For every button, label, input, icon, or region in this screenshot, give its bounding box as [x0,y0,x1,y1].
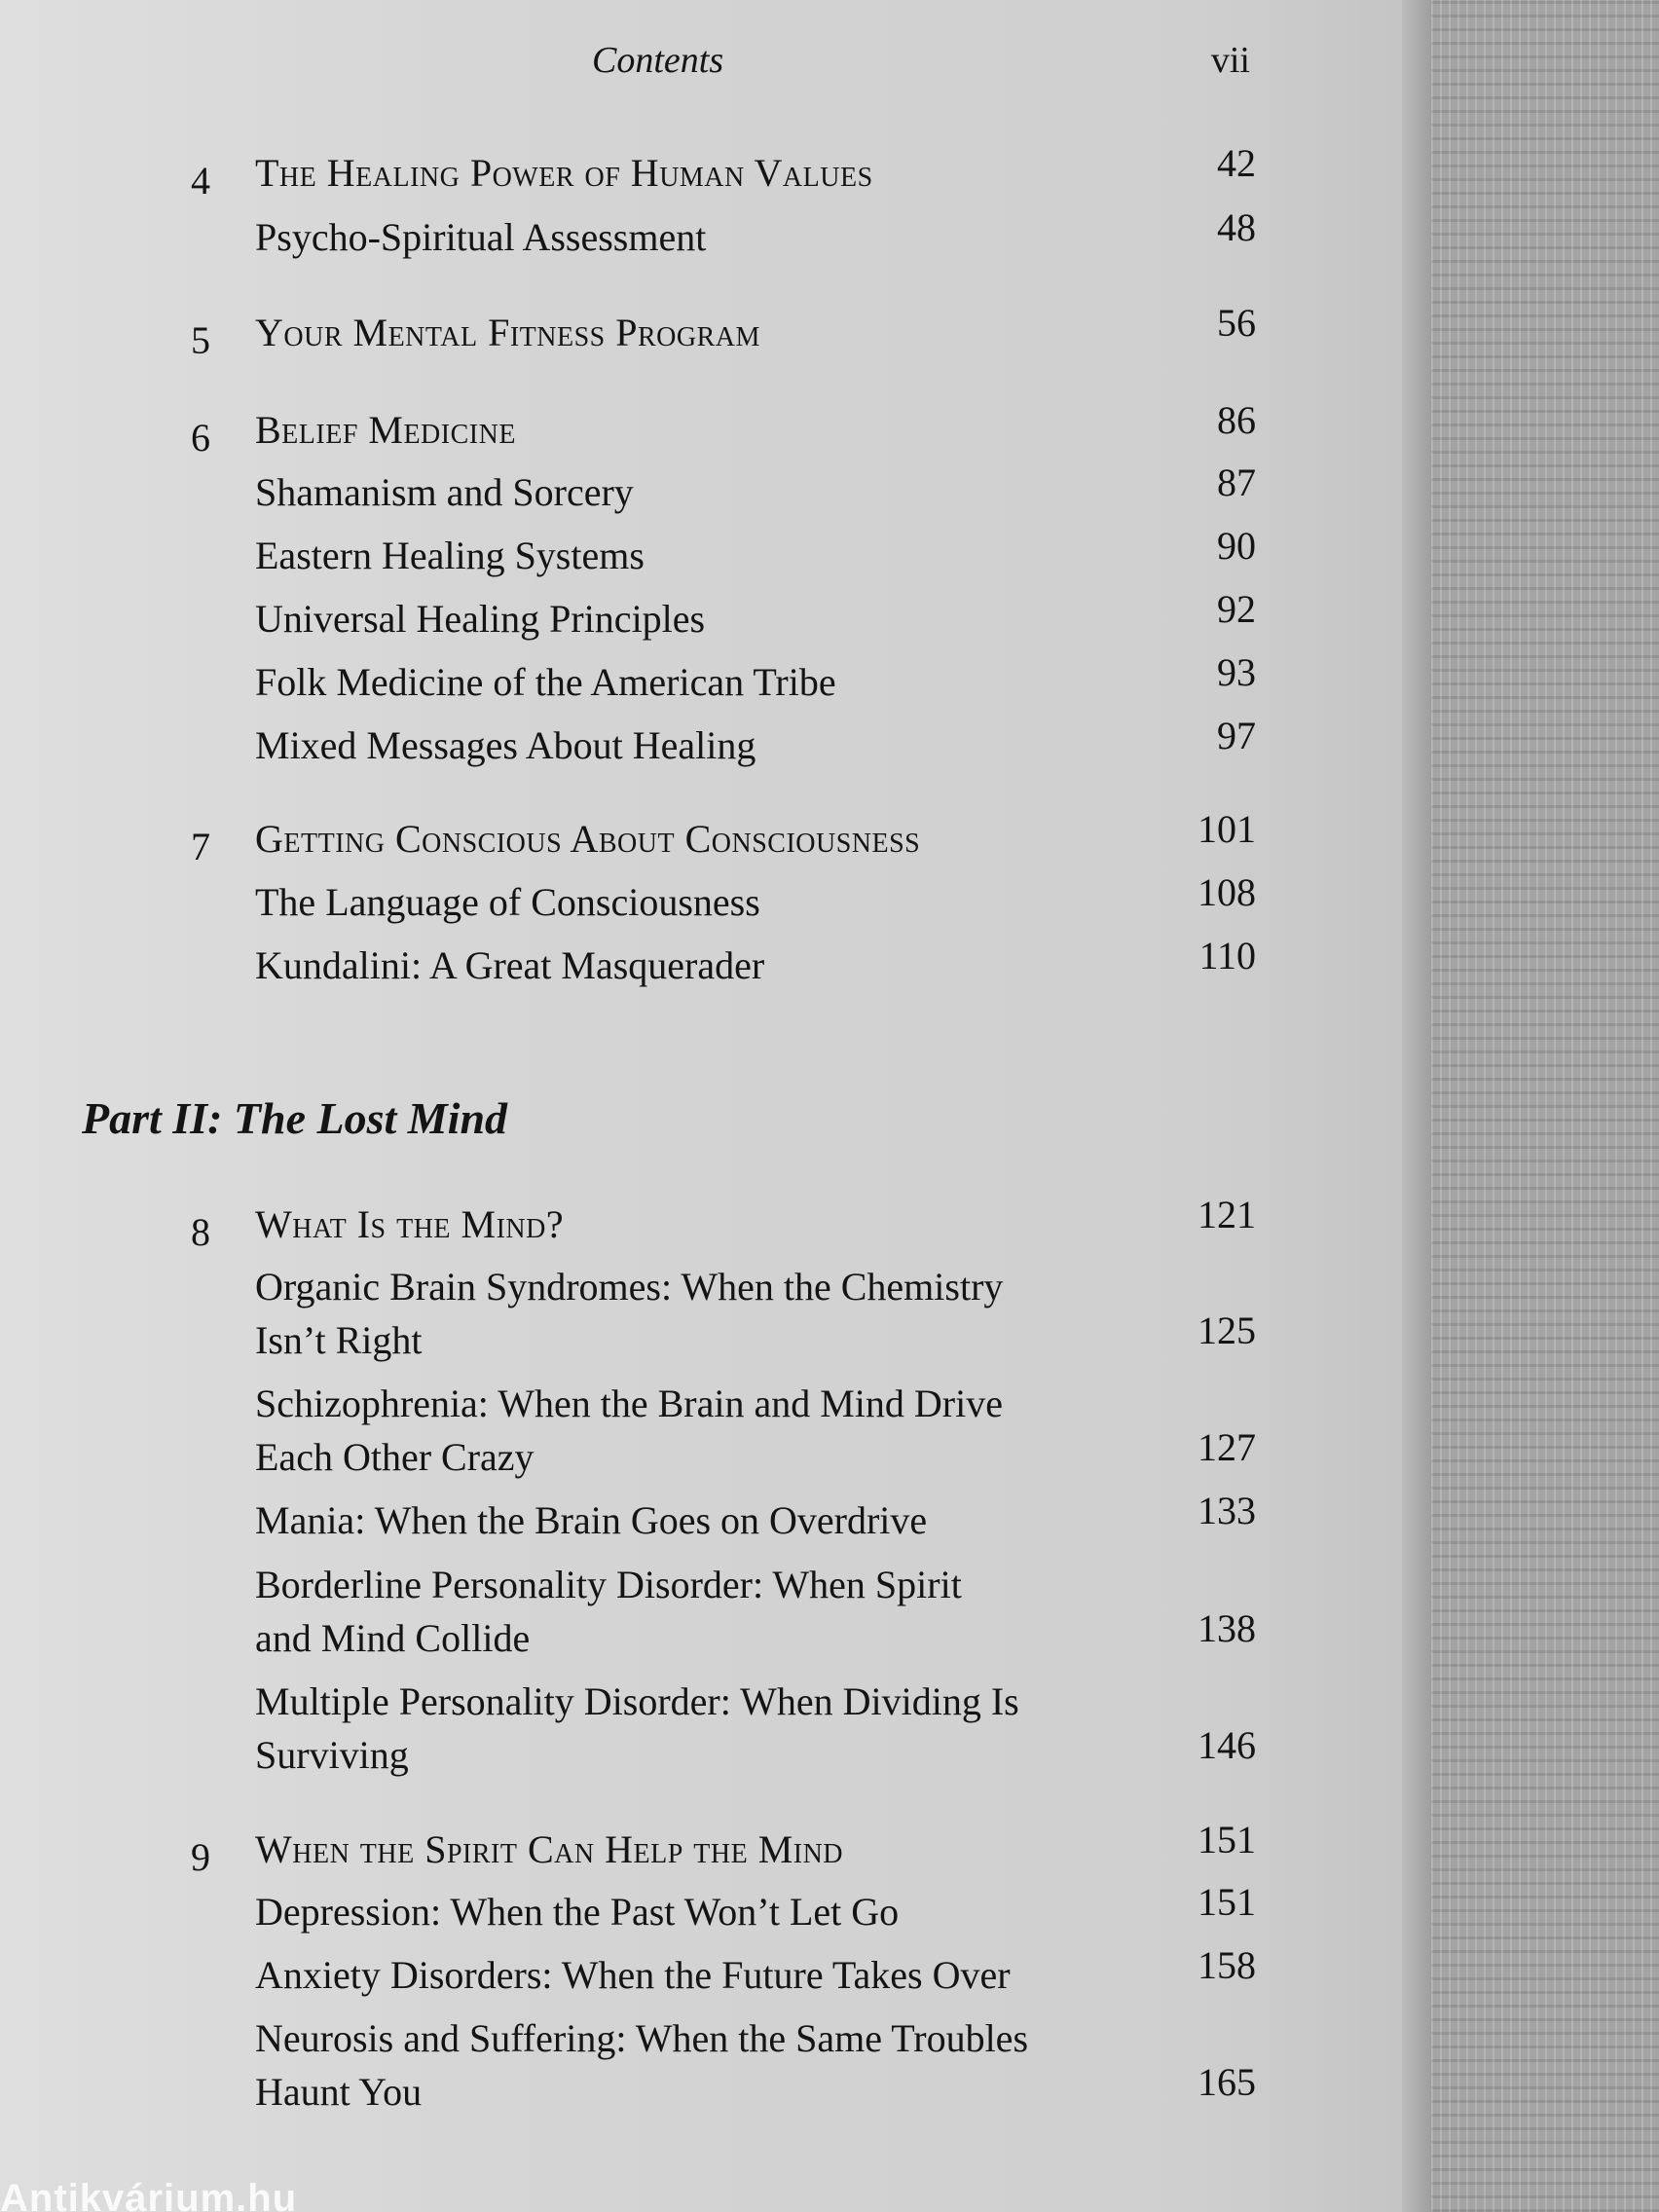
running-head [545,39,1324,88]
page-number: 151 [1198,1880,1256,1924]
running-title: Contents [592,40,724,81]
section-title: Schizophrenia: When the Brain and Mind Drive [255,1382,1003,1425]
section-title: Eastern Healing Systems [255,534,645,577]
section-title: Mania: When the Brain Goes on Overdrive [255,1498,928,1542]
chapter-number: 4 [191,159,210,203]
page-number: 165 [1198,2060,1256,2104]
watermark: Antikvárium.hu [0,2177,298,2212]
section-title-continued: Surviving [255,1733,409,1777]
page-number: 42 [1217,141,1256,185]
chapter-number: 5 [191,318,210,362]
chapter-title: Belief Medicine [255,408,516,452]
section-title-continued: and Mind Collide [255,1616,531,1660]
page-number: 92 [1217,587,1256,631]
page-number: 151 [1198,1818,1256,1862]
section-title: Psycho-Spiritual Assessment [255,215,707,259]
page-number: 146 [1198,1723,1256,1767]
chapter-number: 9 [191,1835,210,1879]
section-title: Shamanism and Sorcery [255,470,634,514]
running-page-number: vii [1210,40,1250,81]
page-edge [1402,0,1431,2212]
page-number: 101 [1198,807,1256,851]
page-number: 86 [1217,398,1256,442]
section-title: Depression: When the Past Won’t Let Go [255,1890,900,1934]
page-number: 121 [1198,1193,1256,1236]
chapter-title: When the Spirit Can Help the Mind [255,1827,844,1871]
section-title: Neurosis and Suffering: When the Same Troubles [255,2016,1029,2060]
chapter-number: 6 [191,416,210,460]
section-title-continued: Haunt You [255,2070,423,2114]
page-number: 90 [1217,524,1256,568]
part-heading: Part II: The Lost Mind [82,1093,508,1143]
section-title-continued: Isn’t Right [255,1318,423,1362]
page-number: 125 [1198,1309,1256,1352]
page-number: 127 [1198,1425,1256,1469]
page-number: 158 [1198,1943,1256,1987]
section-title: Borderline Personality Disorder: When Spirit [255,1563,962,1606]
page-number: 133 [1198,1489,1256,1532]
page-number: 93 [1217,650,1256,694]
chapter-title: Your Mental Fitness Program [255,311,760,354]
page-number: 108 [1198,870,1256,914]
section-title: Anxiety Disorders: When the Future Takes Over [255,1953,1011,1997]
page-number: 87 [1217,461,1256,504]
section-title: Mixed Messages About Healing [255,723,756,767]
section-title: Universal Healing Principles [255,597,706,641]
chapter-title: The Healing Power of Human Values [255,151,873,195]
section-title: Multiple Personality Disorder: When Dividing Is [255,1679,1019,1723]
chapter-number: 7 [191,825,210,868]
section-title: Kundalini: A Great Masquerader [255,943,765,987]
background-texture [1431,0,1659,2212]
page-number: 138 [1198,1606,1256,1650]
page-number: 48 [1217,205,1256,249]
page-number: 97 [1217,714,1256,757]
chapter-title: Getting Conscious About Consciousness [255,817,921,861]
section-title-continued: Each Other Crazy [255,1435,535,1479]
chapter-number: 8 [191,1210,210,1254]
section-title: Organic Brain Syndromes: When the Chemistry [255,1265,1004,1309]
section-title: The Language of Consciousness [255,880,760,924]
page-number: 56 [1217,301,1256,345]
page-number: 110 [1198,934,1256,977]
chapter-title: What Is the Mind? [255,1202,565,1246]
section-title: Folk Medicine of the American Tribe [255,660,836,704]
